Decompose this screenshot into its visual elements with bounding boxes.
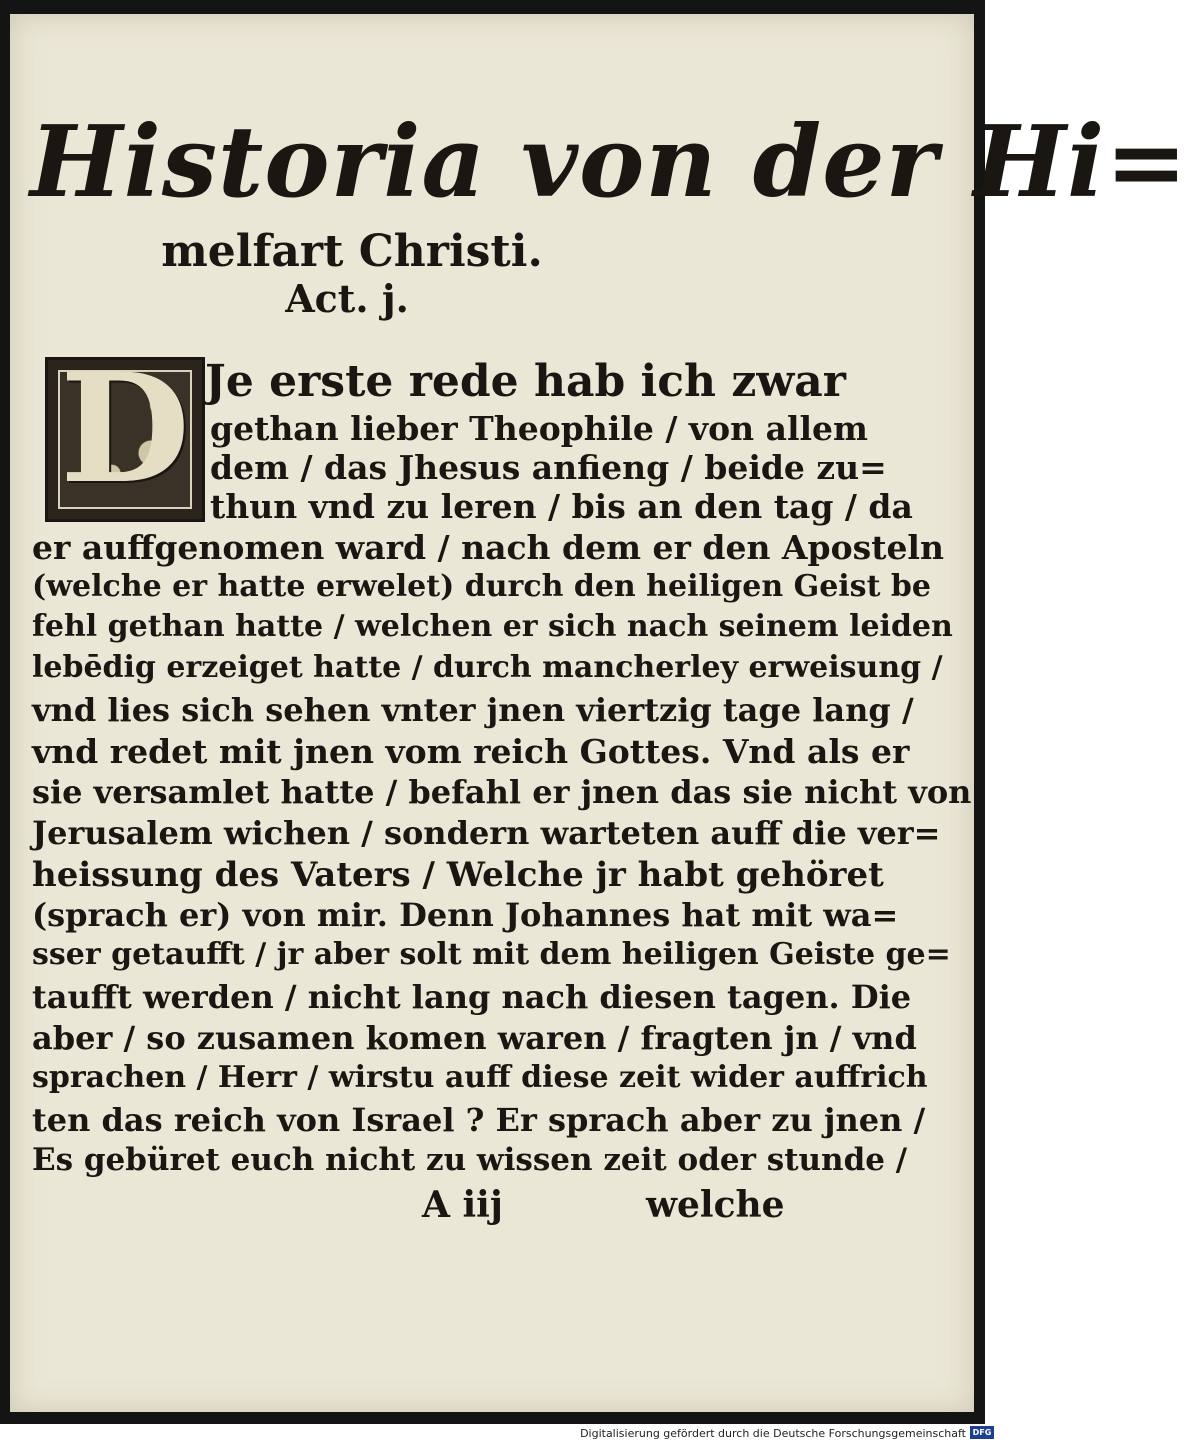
text-line: vnd redet mit jnen vom reich Gottes. Vnd als er: [32, 732, 910, 771]
text-line: (sprach er) von mir. Denn Johannes hat mit wa=: [32, 896, 899, 934]
text-line: taufft werden / nicht lang nach diesen tagen. Die: [32, 978, 912, 1016]
text-line: gethan lieber Theophile / von allem: [210, 409, 868, 448]
title-line-1: Historia von der Hi=: [30, 105, 1188, 220]
text-line: aber / so zusamen komen waren / fragten jn / vnd: [32, 1019, 917, 1057]
text-line: ten das reich von Israel ? Er sprach aber zu jnen /: [32, 1101, 926, 1139]
text-line: (welche er hatte erwelet) durch den heiligen Geist be: [32, 569, 931, 604]
text-line: fehl gethan hatte / welchen er sich nach seinem leiden: [32, 609, 953, 644]
title-reference: Act. j.: [285, 276, 409, 321]
initial-letter: D: [59, 341, 191, 517]
catchword: welche: [646, 1184, 785, 1226]
text-line: sprachen / Herr / wirstu auff diese zeit wider auffrich: [32, 1060, 928, 1095]
text-line: lebēdig erzeiget hatte / durch mancherley erweisung /: [32, 650, 943, 685]
digitization-credit: Digitalisierung gefördert durch die Deutsche Forschungsgemeinschaft: [580, 1427, 966, 1440]
text-line: Je erste rede hab ich zwar: [205, 356, 846, 407]
text-line: sie versamlet hatte / befahl er jnen das sie nicht von: [32, 773, 972, 811]
text-line: dem / das Jhesus anfieng / beide zu=: [210, 448, 887, 487]
text-line: thun vnd zu leren / bis an den tag / da: [210, 487, 913, 526]
text-line: er auffgenomen ward / nach dem er den Aposteln: [32, 528, 944, 567]
text-line: Jerusalem wichen / sondern warteten auff die ver=: [32, 814, 941, 852]
text-line: Es gebüret euch nicht zu wissen zeit oder stunde /: [32, 1142, 908, 1178]
book-page: [10, 14, 1188, 1412]
signature-mark: A iij: [422, 1184, 503, 1226]
title-line-2: melfart Christi.: [161, 226, 543, 277]
dfg-logo: DFG: [970, 1426, 994, 1439]
text-line: heissung des Vaters / Welche jr habt gehöret: [32, 855, 884, 895]
text-line: sser getaufft / jr aber solt mit dem heiligen Geiste ge=: [32, 937, 951, 972]
text-line: vnd lies sich sehen vnter jnen viertzig tage lang /: [32, 691, 914, 729]
